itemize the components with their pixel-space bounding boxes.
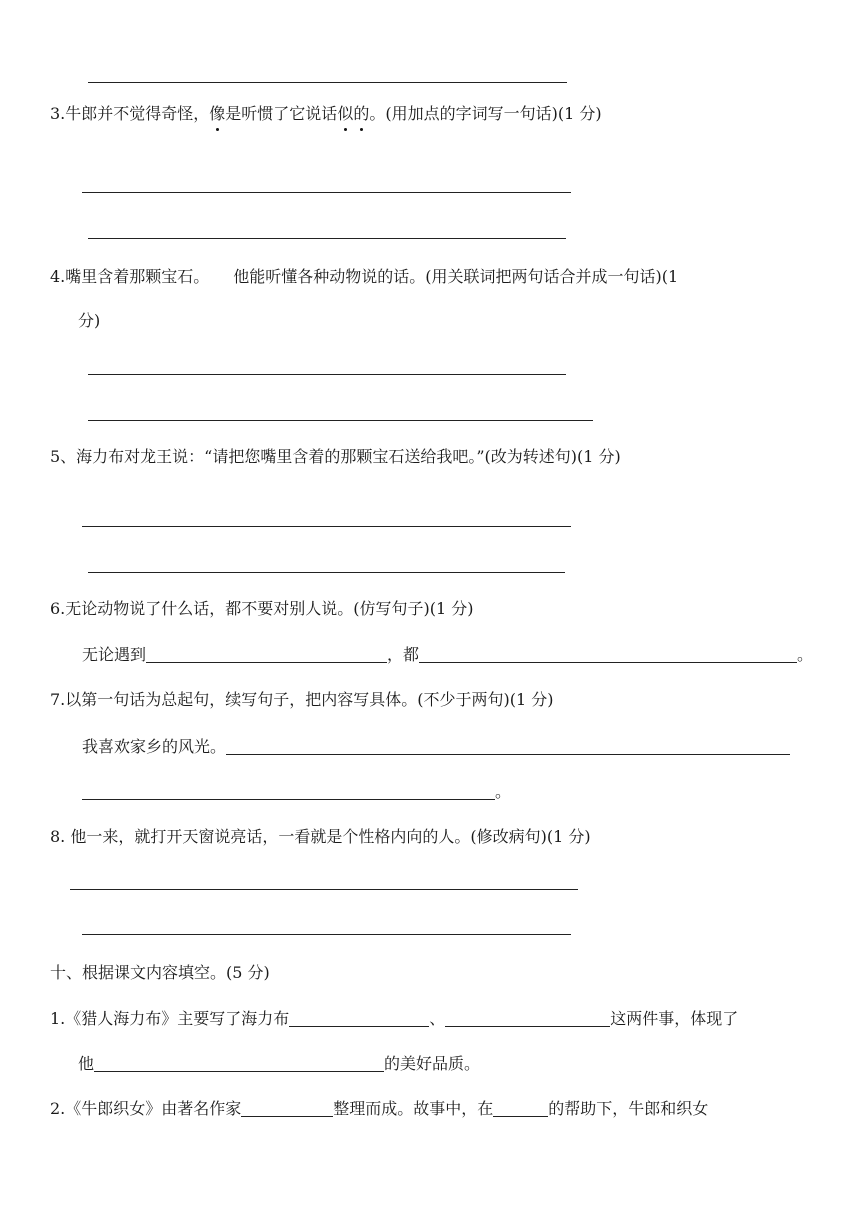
fill-blank[interactable] — [226, 738, 790, 755]
answer-line[interactable] — [70, 889, 578, 890]
answer-line[interactable] — [88, 374, 566, 375]
question-4-cont: 分) — [78, 311, 101, 330]
question-7: 7.以第一句话为总起句，续写句子，把内容写具体。(不少于两句)(1 分) — [50, 690, 554, 709]
answer-line[interactable] — [88, 238, 566, 239]
answer-line[interactable] — [82, 526, 571, 527]
question-4: 4.嘴里含着那颗宝石。 他能听懂各种动物说的话。(用关联词把两句话合并成一句话)(1 — [50, 267, 679, 286]
fill-blank[interactable] — [289, 1010, 429, 1027]
emphasis-dot-char: 似 — [337, 104, 354, 123]
fill-blank[interactable] — [493, 1100, 548, 1117]
question-6-fill: 无论遇到 ，都 。 — [82, 645, 814, 664]
section-10-q1-cont: 他 的美好品质。 — [78, 1054, 481, 1073]
answer-line[interactable] — [88, 572, 565, 573]
fill-blank[interactable] — [82, 783, 495, 800]
question-8: 8. 他一来，就打开天窗说亮话，一看就是个性格内向的人。(修改病句)(1 分) — [50, 827, 591, 846]
answer-line[interactable] — [82, 934, 571, 935]
answer-line[interactable] — [82, 192, 571, 193]
section-10-q1: 1.《猎人海力布》主要写了海力布 、 这两件事，体现了 — [50, 1009, 739, 1028]
answer-line[interactable] — [88, 420, 593, 421]
section-10-q2: 2.《牛郎织女》由著名作家 整理而成。故事中，在 的帮助下，牛郎和织女 — [50, 1099, 709, 1118]
question-3: 3.牛郎并不觉得奇怪，像是听惯了它说话似的。(用加点的字词写一句话)(1 分) — [50, 104, 602, 123]
fill-blank[interactable] — [146, 646, 387, 663]
fill-blank[interactable] — [445, 1010, 610, 1027]
question-6: 6.无论动物说了什么话，都不要对别人说。(仿写句子)(1 分) — [50, 599, 474, 618]
emphasis-dot-char: 像 — [209, 104, 226, 123]
fill-blank[interactable] — [94, 1055, 384, 1072]
fill-blank[interactable] — [241, 1100, 333, 1117]
question-7-fill-2: 。 — [82, 782, 511, 802]
fill-blank[interactable] — [419, 646, 797, 663]
question-7-fill: 我喜欢家乡的风光。 — [82, 737, 790, 757]
emphasis-dot-char: 的 — [353, 104, 370, 123]
answer-line[interactable] — [88, 82, 567, 83]
section-10-title: 十、根据课文内容填空。(5 分) — [50, 963, 270, 982]
question-5: 5、海力布对龙王说：“请把您嘴里含着的那颗宝石送给我吧。”(改为转述句)(1 分) — [50, 447, 621, 466]
